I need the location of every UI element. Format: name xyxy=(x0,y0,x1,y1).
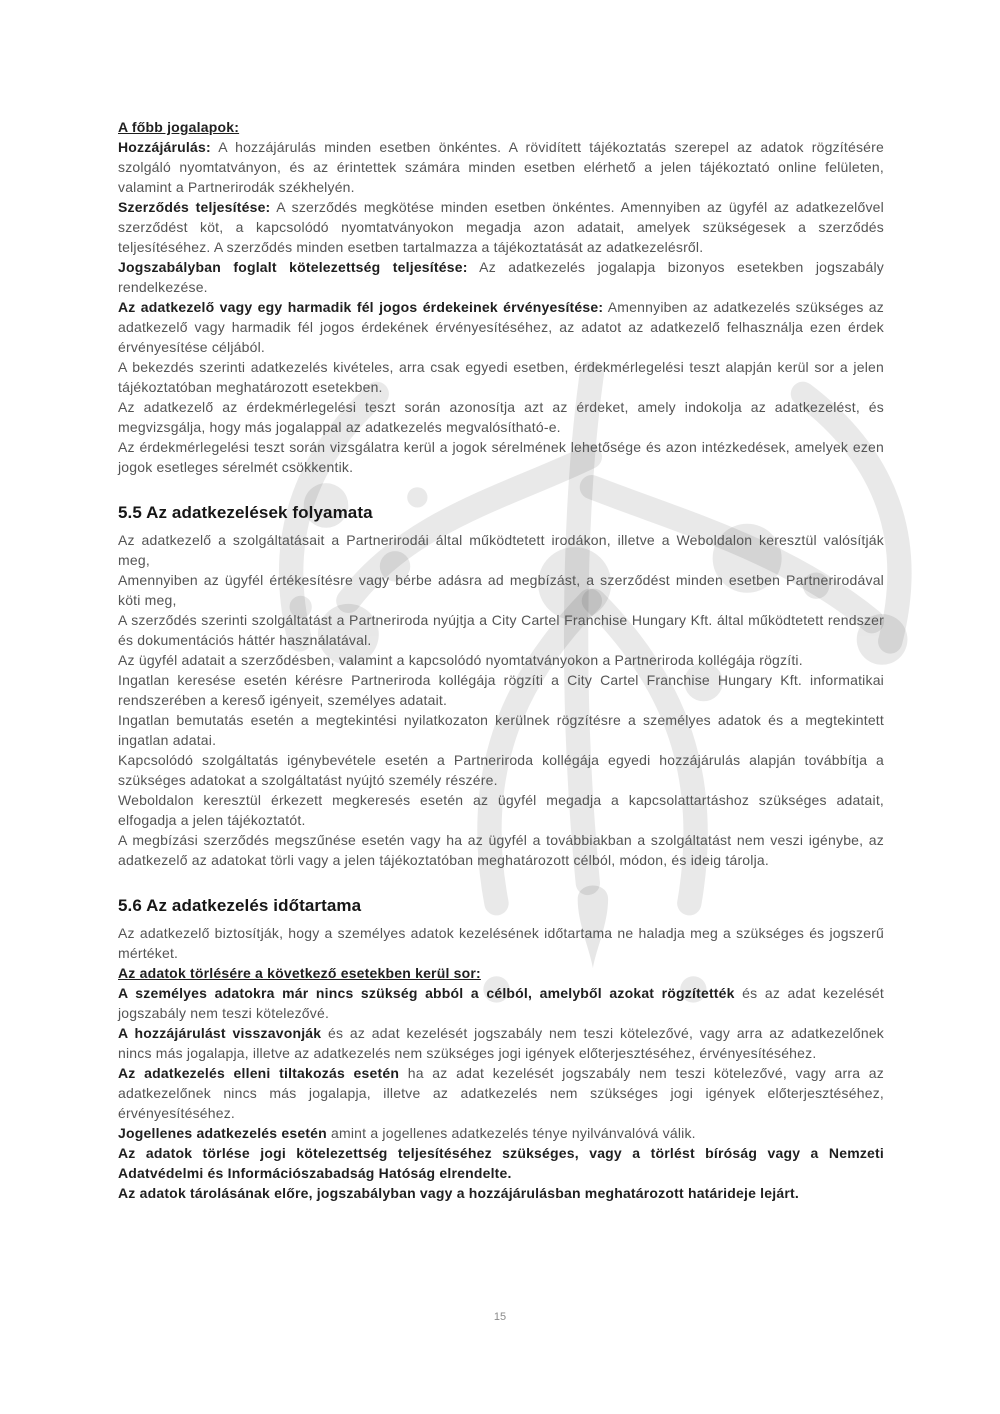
paragraph: Kapcsolódó szolgáltatás igénybevétele esetén a Partneriroda kollégája egyedi hozzájárulás alapján továbbítja a szükséges adatokat a szolgáltatást nyújtó személy részére. xyxy=(118,752,884,788)
paragraph-contract xyxy=(118,197,884,257)
paragraph-text: ha az adat kezelését jogszabály nem teszi kötelezővé, vagy arra az adatkezelőnek nincs más jogalapja, illetve az adatkezelés nem szükséges jogi igények előterjesztéséhez, érvényesítéséhez. xyxy=(118,1065,884,1121)
paragraph-lead: Az adatok tárolásának előre, jogszabályban vagy a hozzájárulásban meghatározott határideje lejárt. xyxy=(118,1185,799,1201)
deletion-case xyxy=(118,1143,884,1183)
paragraph: Amennyiben az ügyfél értékesítésre vagy bérbe adásra ad megbízást, a szerződést minden esetben Partnerirodával köti meg, xyxy=(118,572,884,608)
paragraph: Az adatkezelő biztosítják, hogy a személyes adatok kezelésének időtartama ne haladja meg a szükséges és jogszerű mértéket. xyxy=(118,925,884,961)
paragraph xyxy=(118,357,884,397)
paragraph-text: A bekezdés szerinti adatkezelés kivételes, arra csak egyedi esetben, érdekmérlegelési teszt alapján kerül sor a jelen tájékoztatóban meghatározott esetekben. xyxy=(118,359,884,395)
paragraph-text: és az adat kezelését jogszabály nem teszi kötelezővé. xyxy=(118,985,885,1021)
paragraph: A megbízási szerződés megszűnése esetén vagy ha az ügyfél a továbbiakban a szolgáltatást nem veszi igénybe, az adatkezelő az adatokat törli vagy a jelen tájékoztatóban meghatározott célból, módon, és ideig tárolja. xyxy=(118,832,884,868)
paragraph-legitimate-interest xyxy=(118,297,884,357)
paragraph: A szerződés szerinti szolgáltatást a Partneriroda nyújtja a City Cartel Franchise Hungary Kft. által működtetett rendszer és dokumentációs háttér használatával. xyxy=(118,612,884,648)
paragraph-text: A szerződés megkötése minden esetben önkéntes. Amennyiben az ügyfél az adatkezelővel szerződést köt, a kapcsolódó nyomtatványokon megadja azon adatait, amelyek szükségesek a szerződés teljesítéséhez. A szerződés minden esetben tartalmazza a tájékoztatását az adatkezelésről. xyxy=(118,199,884,255)
document-content xyxy=(118,117,884,1203)
paragraph-lead: Jogszabályban foglalt kötelezettség teljesítése: xyxy=(118,259,468,275)
deletion-case xyxy=(118,1063,884,1123)
paragraph-text: A hozzájárulás minden esetben önkéntes. A rövidített tájékoztatás szerepel az adatok rögzítésére szolgáló nyomtatványon, és az érintettek számára minden esetben elérhető a jelen tájékoztató online felületen, valamint a Partnerirodák székhelyén. xyxy=(118,139,884,195)
paragraph-text: amint a jogellenes adatkezelés ténye nyilvánvalóvá válik. xyxy=(331,1125,696,1141)
paragraph-lead: Hozzájárulás: xyxy=(118,139,211,155)
section-heading-5-5: 5.5 Az adatkezelések folyamata xyxy=(118,503,373,522)
paragraph-text: Az adatkezelő az érdekmérlegelési teszt során azonosítja azt az érdeket, amely indokolja az adatkezelést, és megvizsgálja, hogy más jogalappal az adatkezelés megvalósítható-e. xyxy=(118,399,884,435)
paragraph-text: Amennyiben az adatkezelés szükséges az adatkezelő vagy harmadik fél jogos érdekének érvényesítéséhez, az adatot az adatkezelő felhasználja ezen érdek érvényesítése céljából. xyxy=(118,299,884,355)
deletion-case xyxy=(118,1023,884,1063)
paragraph-consent xyxy=(118,137,884,197)
paragraph-lead: Az adatkezelő vagy egy harmadik fél jogos érdekeinek érvényesítése: xyxy=(118,299,604,315)
paragraph-legal-obligation xyxy=(118,257,884,297)
paragraph-lead: Jogellenes adatkezelés esetén xyxy=(118,1125,327,1141)
intro-title: A főbb jogalapok: xyxy=(118,119,240,135)
paragraph-text: Az érdekmérlegelési teszt során vizsgálatra kerül a jogok sérelmének lehetősége és azon intézkedések, amelyek ezen jogok esetleges sérelmét csökkentik. xyxy=(118,439,884,475)
deletion-case xyxy=(118,1123,884,1143)
paragraph xyxy=(118,397,884,437)
paragraph-lead: A hozzájárulást visszavonják xyxy=(118,1025,322,1041)
paragraph-text: és az adat kezelését jogszabály nem teszi kötelezővé, vagy arra az adatkezelőnek nincs más jogalapja, illetve az adatkezelés nem szükséges jogi igények előterjesztéséhez, érvényesítéséhez. xyxy=(118,1025,884,1061)
paragraph: Weboldalon keresztül érkezett megkeresés esetén az ügyfél megadja a kapcsolattartáshoz szükséges adatait, elfogadja a jelen tájékoztatót. xyxy=(118,792,884,828)
deletion-case xyxy=(118,1183,884,1203)
paragraph-lead: Szerződés teljesítése: xyxy=(118,199,271,215)
paragraph: Ingatlan keresése esetén kérésre Partneriroda kollégája rögzíti a City Cartel Franchise Hungary Kft. informatikai rendszerében a kereső igényeit, személyes adatait. xyxy=(118,672,884,708)
paragraph: Az adatkezelő a szolgáltatásait a Partnerirodái által működtetett irodákon, illetve a Weboldalon keresztül valósítják meg, xyxy=(118,532,884,568)
paragraph-lead: A személyes adatokra már nincs szükség abból a célból, amelyből azokat rögzítették xyxy=(118,985,735,1001)
paragraph: Ingatlan bemutatás esetén a megtekintési nyilatkozaton kerülnek rögzítésre a személyes adatok és a megtekintett ingatlan adatai. xyxy=(118,712,884,748)
section-heading-5-6: 5.6 Az adatkezelés időtartama xyxy=(118,896,362,915)
deletion-case xyxy=(118,983,884,1023)
page-number: 15 xyxy=(493,1311,507,1323)
paragraph-text: Az adatkezelés jogalapja bizonyos esetekben jogszabály rendelkezése. xyxy=(118,259,884,295)
paragraph: Az ügyfél adatait a szerződésben, valamint a kapcsolódó nyomtatványokon a Partneriroda kollégája rögzíti. xyxy=(118,652,803,668)
paragraph-lead: Az adatok törlése jogi kötelezettség teljesítéséhez szükséges, vagy a törlést bíróság vagy a Nemzeti Adatvédelmi és Információszabadság Hatóság elrendelte. xyxy=(118,1145,884,1181)
deletion-cases-subheading: Az adatok törlésére a következő esetekben kerül sor: xyxy=(118,965,481,981)
paragraph xyxy=(118,437,884,477)
paragraph-lead: Az adatkezelés elleni tiltakozás esetén xyxy=(118,1065,400,1081)
